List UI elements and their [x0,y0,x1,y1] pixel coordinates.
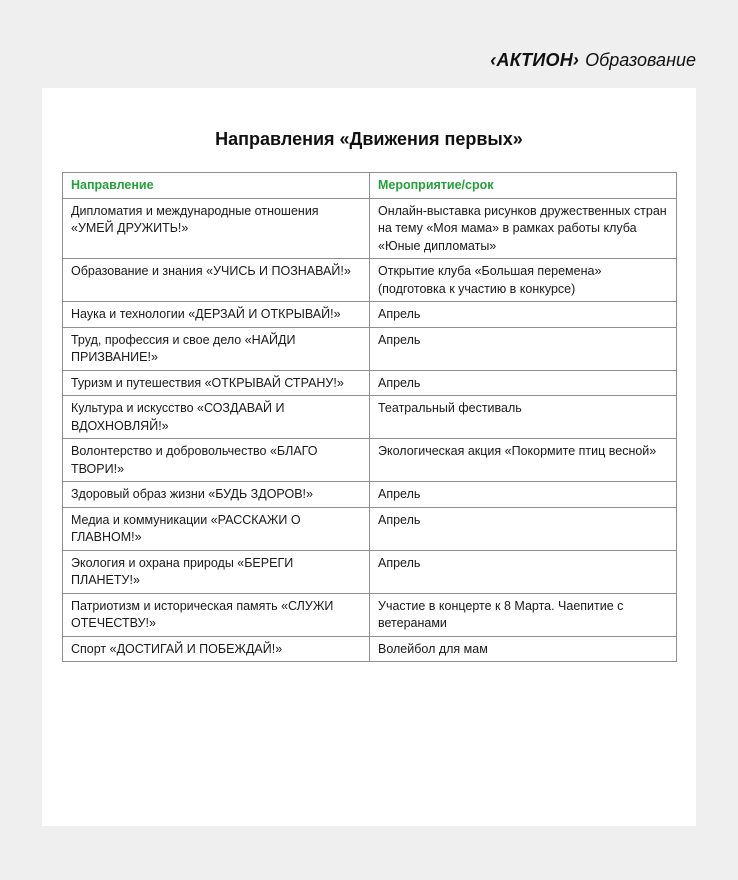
table-row [63,198,677,259]
table-row [63,550,677,593]
page-title: Направления «Движения первых» [215,129,523,149]
direction-cell: Здоровый образ жизни «БУДЬ ЗДОРОВ!» [63,482,370,508]
table-row [63,482,677,508]
direction-cell: Наука и технологии «ДЕРЗАЙ И ОТКРЫВАЙ!» [63,302,370,328]
event-cell: Апрель [370,507,677,550]
event-cell: Театральный фестиваль [370,396,677,439]
table-row [63,370,677,396]
table-row [63,327,677,370]
direction-cell: Экология и охрана природы «БЕРЕГИ ПЛАНЕТУ!» [63,550,370,593]
directions-table [62,172,677,662]
direction-cell: Туризм и путешествия «ОТКРЫВАЙ СТРАНУ!» [63,370,370,396]
event-cell: Апрель [370,327,677,370]
table-row [63,259,677,302]
event-cell: Апрель [370,550,677,593]
direction-cell: Образование и знания «УЧИСЬ И ПОЗНАВАЙ!» [63,259,370,302]
direction-cell: Труд, профессия и свое дело «НАЙДИ ПРИЗВАНИЕ!» [63,327,370,370]
direction-cell: Дипломатия и международные отношения «УМЕЙ ДРУЖИТЬ!» [63,198,370,259]
direction-cell: Патриотизм и историческая память «СЛУЖИ ОТЕЧЕСТВУ!» [63,593,370,636]
event-cell: Апрель [370,482,677,508]
event-cell: Апрель [370,302,677,328]
document-card [42,88,696,826]
column-header-event: Мероприятие/срок [370,173,677,199]
event-cell: Участие в концерте к 8 Марта. Чаепитие с ветеранами [370,593,677,636]
table-row [63,507,677,550]
brand-subtitle: Образование [585,50,696,70]
brand-logo [490,50,696,71]
event-cell: Экологическая акция «Покормите птиц весной» [370,439,677,482]
table-row [63,439,677,482]
direction-cell: Волонтерство и добровольчество «БЛАГО ТВОРИ!» [63,439,370,482]
event-cell: Открытие клуба «Большая перемена» (подготовка к участию в конкурсе) [370,259,677,302]
event-cell: Онлайн-выставка рисунков дружественных стран на тему «Моя мама» в рамках работы клуба «Юные дипломаты» [370,198,677,259]
table-row [63,636,677,662]
table-row [63,302,677,328]
event-cell: Апрель [370,370,677,396]
column-header-direction: Направление [63,173,370,199]
table-row [63,593,677,636]
table-header-row [63,173,677,199]
table-row [63,396,677,439]
brand-mark: ‹АКТИОН› [490,50,580,70]
direction-cell: Медиа и коммуникации «РАССКАЖИ О ГЛАВНОМ!» [63,507,370,550]
event-cell: Волейбол для мам [370,636,677,662]
direction-cell: Спорт «ДОСТИГАЙ И ПОБЕЖДАЙ!» [63,636,370,662]
direction-cell: Культура и искусство «СОЗДАВАЙ И ВДОХНОВЛЯЙ!» [63,396,370,439]
